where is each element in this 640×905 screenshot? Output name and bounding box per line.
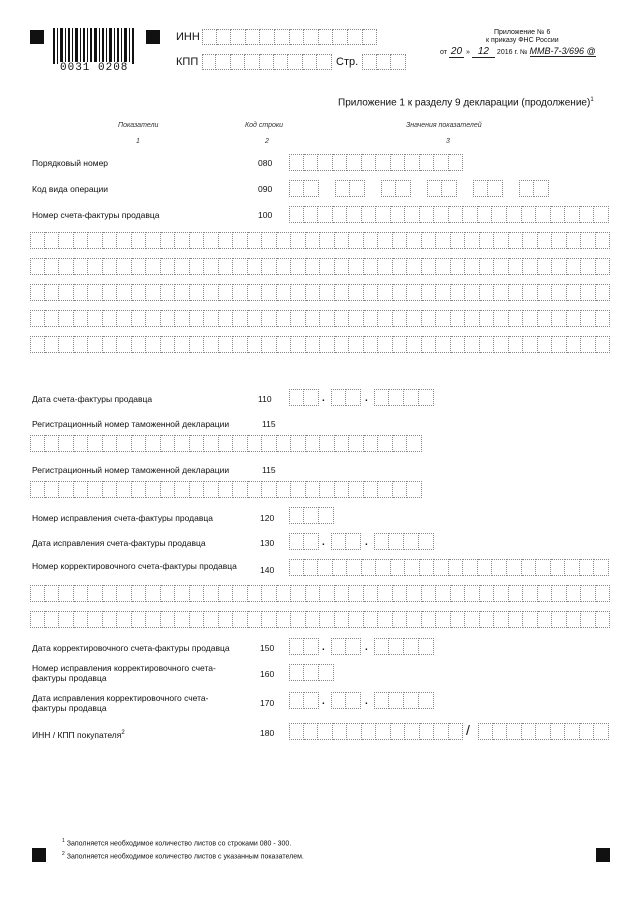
inn-label: ИНН bbox=[176, 31, 200, 43]
field-150-year[interactable] bbox=[374, 638, 434, 655]
row-label-160: Номер исправления корректировочного счета-фактуры продавца bbox=[32, 663, 216, 683]
row-code-115b: 115 bbox=[262, 465, 276, 475]
kpp-field[interactable] bbox=[202, 54, 332, 70]
field-090-3[interactable] bbox=[381, 180, 411, 197]
corner-marker-top-right bbox=[146, 30, 160, 44]
row-code-150: 150 bbox=[260, 643, 275, 653]
date-separator: . bbox=[365, 393, 368, 404]
field-090-1[interactable] bbox=[289, 180, 319, 197]
row-label-140: Номер корректировочного счета-фактуры продавца bbox=[32, 561, 237, 571]
field-090-6[interactable] bbox=[519, 180, 549, 197]
field-100-line-4[interactable] bbox=[30, 284, 610, 301]
row-code-115a: 115 bbox=[262, 419, 276, 429]
row-label-110: Дата счета-фактуры продавца bbox=[32, 394, 153, 404]
field-110-year[interactable] bbox=[374, 389, 434, 406]
field-140-line-3[interactable] bbox=[30, 611, 610, 628]
field-100-line-5[interactable] bbox=[30, 310, 610, 327]
row-label-130: Дата исправления счета-фактуры продавца bbox=[32, 538, 206, 548]
page-number-field[interactable] bbox=[362, 54, 406, 70]
field-140-line-1[interactable] bbox=[289, 559, 609, 576]
order-number: ММВ-7-3/696 @ bbox=[529, 46, 596, 56]
field-150-day[interactable] bbox=[289, 638, 319, 655]
date-separator: . bbox=[322, 642, 325, 653]
corner-marker-bottom-right bbox=[596, 848, 610, 862]
field-130-day[interactable] bbox=[289, 533, 319, 550]
row-code-130: 130 bbox=[260, 538, 275, 548]
row-code-170: 170 bbox=[260, 698, 275, 708]
footnote-2: $^2$ Заполняется необходимое количество листов с указанным показателем. bbox=[62, 851, 304, 861]
row-code-110: 110 bbox=[258, 394, 272, 404]
row-label-080: Порядковый номер bbox=[32, 158, 109, 168]
row-label-180: ИНН / КПП покупателя$^2$ bbox=[32, 729, 125, 740]
date-separator: . bbox=[322, 696, 325, 707]
order-month: 12 bbox=[472, 46, 495, 58]
field-150-month[interactable] bbox=[331, 638, 361, 655]
field-090-4[interactable] bbox=[427, 180, 457, 197]
date-separator: . bbox=[365, 537, 368, 548]
page-label: Стр. bbox=[336, 56, 359, 68]
corner-marker-top-left bbox=[30, 30, 44, 44]
order-line: от 20 » 12 2016 г. № ММВ-7-3/696 @ bbox=[440, 46, 596, 57]
barcode-number: 0031 0208 bbox=[60, 62, 129, 74]
column-header-values: Значения показателей bbox=[406, 122, 482, 129]
inn-field[interactable] bbox=[202, 29, 378, 45]
date-separator: . bbox=[365, 696, 368, 707]
date-separator: . bbox=[322, 393, 325, 404]
field-090-5[interactable] bbox=[473, 180, 503, 197]
date-separator: . bbox=[365, 642, 368, 653]
appendix-line1: Приложение № 6 bbox=[494, 29, 551, 36]
corner-marker-bottom-left bbox=[32, 848, 46, 862]
field-130-month[interactable] bbox=[331, 533, 361, 550]
order-day: 20 bbox=[450, 46, 463, 57]
field-080[interactable] bbox=[289, 154, 463, 171]
appendix-line2: к приказу ФНС России bbox=[486, 37, 559, 44]
column-header-line-code: Код строки bbox=[245, 122, 284, 129]
field-100-line-6[interactable] bbox=[30, 336, 610, 353]
field-115a[interactable] bbox=[30, 435, 422, 452]
row-code-180: 180 bbox=[260, 728, 275, 738]
row-code-140: 140 bbox=[260, 565, 275, 575]
row-label-090: Код вида операции bbox=[32, 184, 109, 194]
field-120[interactable] bbox=[289, 507, 334, 524]
field-170-day[interactable] bbox=[289, 692, 319, 709]
field-110-day[interactable] bbox=[289, 389, 319, 406]
date-separator: . bbox=[322, 537, 325, 548]
row-label-100: Номер счета-фактуры продавца bbox=[32, 210, 160, 220]
field-160[interactable] bbox=[289, 664, 334, 681]
row-label-120: Номер исправления счета-фактуры продавца bbox=[32, 513, 213, 523]
inn-kpp-separator: / bbox=[466, 722, 470, 738]
field-100-line-1[interactable] bbox=[289, 206, 609, 223]
field-170-month[interactable] bbox=[331, 692, 361, 709]
field-100-line-3[interactable] bbox=[30, 258, 610, 275]
row-code-100: 100 bbox=[258, 210, 273, 220]
footnote-1: $^1$ Заполняется необходимое количество листов со строками 080 - 300. bbox=[62, 838, 292, 848]
row-code-120: 120 bbox=[260, 513, 275, 523]
column-number-2: 2 bbox=[265, 138, 269, 145]
field-140-line-2[interactable] bbox=[30, 585, 610, 602]
row-label-170: Дата исправления корректировочного счета-фактуры продавца bbox=[32, 693, 209, 713]
row-label-115b: Регистрационный номер таможенной декларации bbox=[32, 465, 230, 475]
field-100-line-2[interactable] bbox=[30, 232, 610, 249]
field-180-inn[interactable] bbox=[289, 723, 463, 740]
column-header-indicators: Показатели bbox=[118, 122, 159, 129]
column-number-3: 3 bbox=[446, 138, 450, 145]
row-code-080: 080 bbox=[258, 158, 273, 168]
column-number-1: 1 bbox=[136, 138, 140, 145]
field-090-2[interactable] bbox=[335, 180, 365, 197]
page-title: Приложение 1 к разделу 9 декларации (продолжение)$^1$ bbox=[338, 97, 594, 109]
row-code-160: 160 bbox=[260, 669, 275, 679]
field-130-year[interactable] bbox=[374, 533, 434, 550]
row-label-150: Дата корректировочного счета-фактуры продавца bbox=[32, 643, 230, 653]
field-115b[interactable] bbox=[30, 481, 422, 498]
field-170-year[interactable] bbox=[374, 692, 434, 709]
row-code-090: 090 bbox=[258, 184, 273, 194]
field-180-kpp[interactable] bbox=[478, 723, 609, 740]
kpp-label: КПП bbox=[176, 56, 199, 68]
row-label-115a: Регистрационный номер таможенной декларации bbox=[32, 419, 230, 429]
field-110-month[interactable] bbox=[331, 389, 361, 406]
